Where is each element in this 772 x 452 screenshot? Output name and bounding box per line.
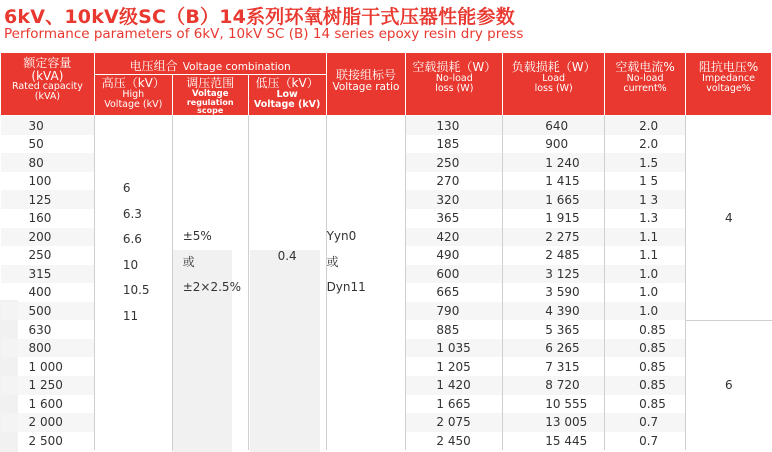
connection-cell-value: Yyn0 (326, 229, 357, 244)
no-load-current-cell: 0.85 (605, 395, 686, 414)
load-loss-cell: 1 915 (503, 209, 605, 228)
capacity-cell: 160 (28, 211, 52, 226)
load-loss-cell: 15 445 (503, 432, 605, 451)
load-loss-cell: 1 240 (503, 153, 605, 172)
header-high-voltage: 高压（kV） High Voltage (kV) (94, 75, 172, 116)
no-load-loss-cell: 1 665 (406, 395, 503, 414)
no-load-current-cell: 0.85 (605, 376, 686, 395)
capacity-cell: 500 (1, 302, 95, 321)
header-connection: 联接组标号 Voltage ratio (326, 53, 406, 116)
no-load-loss-cell: 1 420 (406, 376, 503, 395)
header-no-load-current: 空载电流% No-load current% (605, 53, 686, 116)
no-load-loss-cell: 250 (406, 153, 503, 172)
capacity-cell: 1 000 (28, 359, 63, 374)
connection-cell (326, 116, 406, 450)
capacity-cell: 1 600 (28, 396, 63, 411)
no-load-current-cell: 0.7 (605, 432, 686, 451)
no-load-current-cell: 1.0 (605, 283, 686, 302)
capacity-cell: 250 (28, 248, 52, 263)
header-capacity: 额定容量 (kVA) Rated capacity (kVA) (1, 53, 95, 116)
header-voltage-combination: 电压组合 Voltage combination (94, 53, 326, 75)
connection-cell-value: 或 (326, 254, 339, 269)
no-load-loss-cell: 790 (406, 302, 503, 321)
load-loss-cell: 8 720 (503, 376, 605, 395)
page-title: 6kV、10kV级SC（B）14系列环氧树脂干式压器性能参数 (4, 6, 515, 28)
no-load-current-cell: 1.5 (605, 153, 686, 172)
header-impedance: 阻抗电压% Impedance voltage% (686, 53, 772, 116)
no-load-current-cell: 1.1 (605, 228, 686, 247)
load-loss-cell: 640 (503, 116, 605, 135)
no-load-current-cell: 1 5 (605, 172, 686, 191)
header-low-voltage: 低压（kV） Low Voltage (kV) (248, 75, 326, 116)
low-voltage-cell: 0.4 (248, 116, 326, 450)
impedance-cell: 4 (686, 116, 772, 321)
impedance-cell: 6 (686, 320, 772, 450)
load-loss-cell: 5 365 (503, 320, 605, 339)
no-load-current-cell: 0.85 (605, 320, 686, 339)
load-loss-cell: 13 005 (503, 413, 605, 432)
capacity-cell: 125 (1, 190, 95, 209)
no-load-loss-cell: 2 075 (406, 413, 503, 432)
no-load-current-cell: 1.3 (605, 209, 686, 228)
capacity-cell: 50 (28, 137, 44, 152)
no-load-loss-cell: 270 (406, 172, 503, 191)
load-loss-cell: 900 (503, 135, 605, 154)
load-loss-cell: 6 265 (503, 339, 605, 358)
no-load-loss-cell: 420 (406, 228, 503, 247)
regulation-cell-value: ±5% (182, 229, 212, 244)
regulation-cell-value: ±2×2.5% (182, 280, 241, 295)
no-load-current-cell: 2.0 (605, 135, 686, 154)
load-loss-cell: 2 275 (503, 228, 605, 247)
no-load-loss-cell: 365 (406, 209, 503, 228)
load-loss-cell: 3 125 (503, 265, 605, 284)
no-load-current-cell: 0.85 (605, 357, 686, 376)
no-load-loss-cell: 665 (406, 283, 503, 302)
capacity-cell: 100 (28, 174, 52, 189)
load-loss-cell: 2 485 (503, 246, 605, 265)
no-load-current-cell: 1.1 (605, 246, 686, 265)
load-loss-cell: 1 665 (503, 190, 605, 209)
high-voltage-cell (94, 116, 172, 450)
high-voltage-cell-value: 10.5 (122, 283, 150, 298)
no-load-current-cell: 0.85 (605, 339, 686, 358)
no-load-current-cell: 1 3 (605, 190, 686, 209)
header-no-load-loss: 空载损耗（W） No-load loss (W) (406, 53, 503, 116)
capacity-cell: 30 (1, 116, 95, 135)
high-voltage-cell-value: 6 (122, 181, 131, 196)
no-load-current-cell: 2.0 (605, 116, 686, 135)
table-header (1, 53, 772, 116)
page-subtitle: Performance parameters of 6kV, 10kV SC (B) 14 series epoxy resin dry press (4, 26, 524, 42)
capacity-cell: 315 (1, 265, 95, 284)
no-load-current-cell: 1.0 (605, 265, 686, 284)
header-regulation: 调压范围 Voltage regulation scope (172, 75, 248, 116)
no-load-current-cell: 0.7 (605, 413, 686, 432)
capacity-cell: 400 (28, 285, 52, 300)
no-load-loss-cell: 1 205 (406, 357, 503, 376)
high-voltage-cell-value: 11 (122, 308, 139, 323)
load-loss-cell: 1 415 (503, 172, 605, 191)
load-loss-cell: 10 555 (503, 395, 605, 414)
header-load-loss: 负载损耗（W） Load loss (W) (503, 53, 605, 116)
table-body (1, 116, 772, 450)
no-load-loss-cell: 130 (406, 116, 503, 135)
high-voltage-cell-value: 6.6 (122, 232, 142, 247)
capacity-cell: 1 250 (1, 376, 95, 395)
capacity-cell: 80 (1, 153, 95, 172)
table-row (1, 116, 772, 135)
no-load-loss-cell: 1 035 (406, 339, 503, 358)
regulation-cell (172, 116, 248, 450)
load-loss-cell: 3 590 (503, 283, 605, 302)
load-loss-cell: 7 315 (503, 357, 605, 376)
capacity-cell: 630 (28, 322, 52, 337)
capacity-cell: 200 (1, 228, 95, 247)
no-load-current-cell: 1.0 (605, 302, 686, 321)
no-load-loss-cell: 490 (406, 246, 503, 265)
capacity-cell: 2 500 (28, 433, 63, 448)
spec-table (0, 52, 772, 450)
connection-cell-value: Dyn11 (326, 280, 366, 295)
no-load-loss-cell: 600 (406, 265, 503, 284)
capacity-cell: 800 (1, 339, 95, 358)
high-voltage-cell-value: 6.3 (122, 206, 142, 221)
no-load-loss-cell: 185 (406, 135, 503, 154)
regulation-cell-value: 或 (182, 254, 195, 269)
high-voltage-cell-value: 10 (122, 257, 139, 272)
no-load-loss-cell: 885 (406, 320, 503, 339)
no-load-loss-cell: 2 450 (406, 432, 503, 451)
capacity-cell: 2 000 (1, 413, 95, 432)
no-load-loss-cell: 320 (406, 190, 503, 209)
load-loss-cell: 4 390 (503, 302, 605, 321)
